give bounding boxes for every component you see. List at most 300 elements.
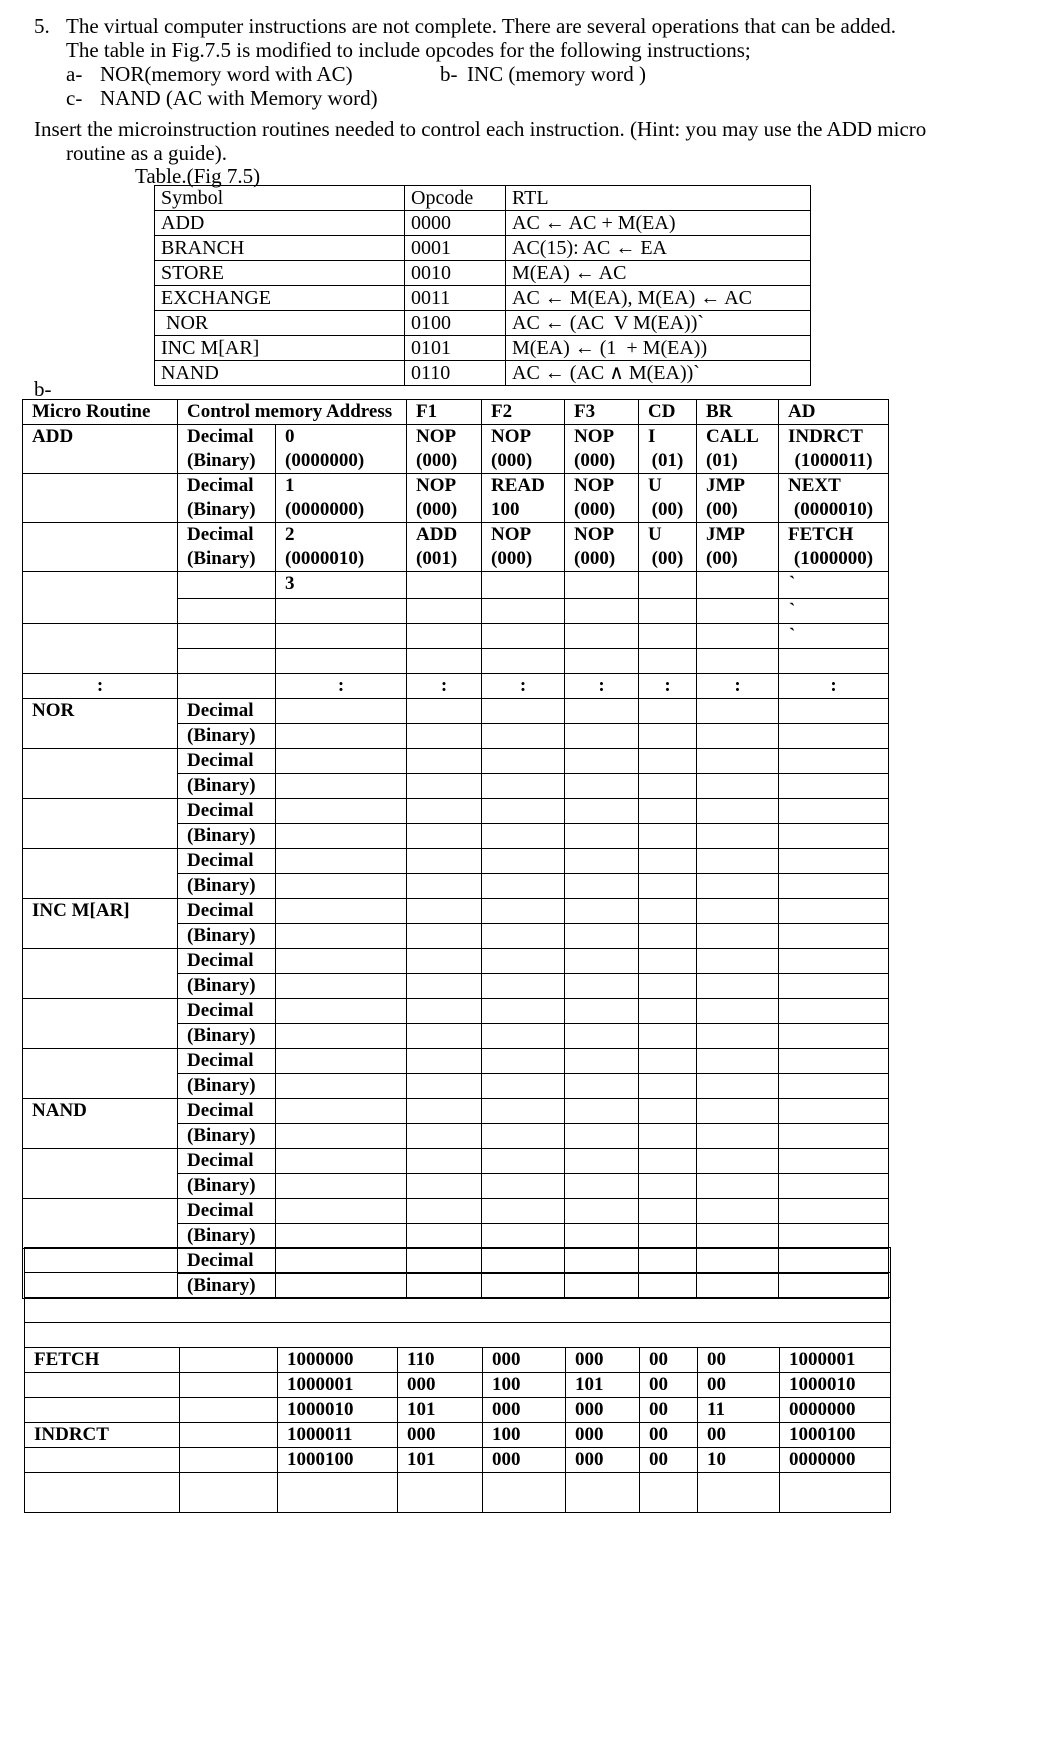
empty-cell — [482, 572, 565, 599]
field-cell: 000 — [566, 1348, 640, 1373]
blank-answer-cell — [482, 1199, 565, 1224]
blank-answer-cell — [407, 874, 482, 899]
blank-answer-cell — [779, 749, 889, 774]
routine-cell — [23, 1049, 178, 1074]
blank-answer-cell — [697, 874, 779, 899]
field-cell: 100 — [483, 1423, 566, 1448]
header-micro-routine: Micro Routine — [23, 400, 178, 425]
opcode-row — [155, 336, 811, 361]
blank-answer-cell — [697, 699, 779, 724]
blank-answer-cell — [407, 1074, 482, 1099]
header-f1: F1 — [407, 400, 482, 425]
f2-code: 100 — [482, 498, 565, 523]
blank-answer-cell — [276, 999, 407, 1024]
br-code: (00) — [697, 498, 779, 523]
blank-answer-cell — [639, 749, 697, 774]
blank-answer-cell — [565, 849, 639, 874]
routine-decimal-row — [23, 999, 889, 1024]
add-decimal-row — [23, 523, 889, 548]
f1-value: NOP — [407, 474, 482, 499]
empty-cell — [407, 649, 482, 674]
binary-address: (0000000) — [276, 449, 407, 474]
blank-answer-cell — [276, 874, 407, 899]
cd-code: (00) — [639, 547, 697, 572]
blank-answer-cell — [639, 1199, 697, 1224]
tick-cell: ` — [779, 572, 889, 599]
blank-row — [25, 1248, 891, 1273]
routine-cell — [23, 624, 178, 649]
field-cell: 00 — [640, 1373, 698, 1398]
routine-cell — [23, 849, 178, 874]
blank-answer-cell — [779, 924, 889, 949]
binary-label: (Binary) — [178, 1124, 276, 1149]
decimal-label: Decimal — [178, 1049, 276, 1074]
routine-cell — [23, 774, 178, 799]
blank-answer-cell — [407, 824, 482, 849]
header-symbol: Symbol — [155, 186, 405, 211]
header-ad: AD — [779, 400, 889, 425]
br-value: JMP — [697, 523, 779, 548]
blank-answer-cell — [482, 999, 565, 1024]
blank-answer-cell — [407, 1149, 482, 1174]
blank-answer-cell — [482, 1149, 565, 1174]
blank-answer-cell — [697, 749, 779, 774]
blank-answer-cell — [407, 774, 482, 799]
field-cell: 110 — [398, 1348, 483, 1373]
add-binary-row — [23, 498, 889, 523]
empty-cell — [697, 599, 779, 624]
address-cell — [276, 624, 407, 649]
routine-binary-row — [23, 824, 889, 849]
decimal-label: Decimal — [178, 699, 276, 724]
address-cell — [276, 599, 407, 624]
blank-answer-cell — [482, 1074, 565, 1099]
f3-value: NOP — [565, 425, 639, 450]
empty-cell — [407, 572, 482, 599]
routine-cell — [23, 1074, 178, 1099]
blank-answer-cell — [779, 849, 889, 874]
header-rtl: RTL — [506, 186, 811, 211]
routine-binary-row — [23, 1174, 889, 1199]
routine-cell: INDRCT — [25, 1423, 180, 1448]
field-cell: 00 — [698, 1373, 780, 1398]
micro-header-row — [23, 400, 889, 425]
routine-add: ADD — [23, 425, 178, 450]
blank-answer-cell — [407, 1224, 482, 1249]
field-cell: 000 — [483, 1448, 566, 1473]
rtl-cell: AC ← AC + M(EA) — [506, 211, 811, 236]
opcode-row — [155, 211, 811, 236]
br-value: JMP — [697, 474, 779, 499]
routine-decimal-row — [23, 1149, 889, 1174]
decimal-label: Decimal — [178, 1099, 276, 1124]
symbol-cell: NOR — [155, 311, 405, 336]
f1-code: (001) — [407, 547, 482, 572]
blank-answer-cell — [697, 1099, 779, 1124]
blank-answer-cell — [276, 724, 407, 749]
empty-cell — [639, 649, 697, 674]
decimal-label: Decimal — [178, 749, 276, 774]
empty-cell — [639, 599, 697, 624]
blank-answer-cell — [565, 699, 639, 724]
rtl-cell: M(EA) ← (1 + M(EA)) — [506, 336, 811, 361]
opcode-table — [154, 185, 811, 386]
blank-answer-cell — [482, 874, 565, 899]
binary-label: (Binary) — [178, 547, 276, 572]
empty-cell — [482, 624, 565, 649]
empty-cell — [698, 1473, 780, 1513]
routine-cell — [23, 724, 178, 749]
blank-answer-cell — [276, 974, 407, 999]
blank-answer-cell — [565, 974, 639, 999]
field-cell: 000 — [398, 1423, 483, 1448]
rtl-cell: AC ← M(EA), M(EA) ← AC — [506, 286, 811, 311]
binary-label: (Binary) — [178, 1224, 276, 1249]
blank-answer-cell — [779, 1174, 889, 1199]
field-cell: 000 — [483, 1398, 566, 1423]
field-cell: 000 — [566, 1448, 640, 1473]
routine-cell — [23, 449, 178, 474]
field-cell: 101 — [398, 1398, 483, 1423]
f3-code: (000) — [565, 547, 639, 572]
blank-answer-cell — [407, 999, 482, 1024]
micro-routine-table — [22, 399, 889, 1299]
opcode-row — [155, 361, 811, 386]
option-b-text: INC (memory word ) — [467, 62, 647, 86]
blank-answer-cell — [482, 924, 565, 949]
binary-label: (Binary) — [178, 449, 276, 474]
blank-answer-cell — [639, 949, 697, 974]
binary-label: (Binary) — [178, 824, 276, 849]
blank-answer-cell — [276, 1074, 407, 1099]
empty-cell — [180, 1473, 278, 1513]
routine-nor: NOR — [23, 699, 178, 724]
blank-answer-cell — [407, 1099, 482, 1124]
blank-answer-cell — [697, 1174, 779, 1199]
blank-answer-cell — [639, 974, 697, 999]
blank-answer-cell — [482, 1174, 565, 1199]
routine-cell — [25, 1398, 180, 1423]
blank-answer-cell — [565, 824, 639, 849]
blank-answer-cell — [276, 699, 407, 724]
blank-answer-cell — [276, 749, 407, 774]
f1-value: ADD — [407, 523, 482, 548]
field-cell: 0000000 — [780, 1448, 891, 1473]
blank-answer-cell — [697, 1199, 779, 1224]
blank-answer-cell — [407, 724, 482, 749]
empty-row — [23, 624, 889, 649]
rtl-cell: AC ← (AC V M(EA))` — [506, 311, 811, 336]
empty-row — [23, 572, 889, 599]
blank-answer-cell — [276, 1174, 407, 1199]
fetch-routine-table — [24, 1247, 891, 1513]
ellipsis-row — [23, 674, 889, 699]
blank-answer-cell — [565, 1224, 639, 1249]
blank-answer-cell — [779, 774, 889, 799]
routine-cell — [23, 749, 178, 774]
blank-answer-cell — [639, 899, 697, 924]
blank-answer-cell — [697, 999, 779, 1024]
blank-answer-cell — [779, 824, 889, 849]
part-b-label: b- — [34, 377, 52, 401]
f2-code: (000) — [482, 547, 565, 572]
instruction-line-1: Insert the microinstruction routines needed to control each instruction. (Hint: you may use the ADD micro — [34, 117, 927, 141]
empty-cell — [639, 572, 697, 599]
empty-cell — [482, 599, 565, 624]
decimal-label: Decimal — [178, 474, 276, 499]
binary-label: (Binary) — [178, 924, 276, 949]
blank-answer-cell — [565, 899, 639, 924]
routine-binary-row — [23, 974, 889, 999]
routine-decimal-row — [23, 1099, 889, 1124]
routine-decimal-row — [23, 1049, 889, 1074]
routine-nand: NAND — [23, 1099, 178, 1124]
opcode-header-row — [155, 186, 811, 211]
address-cell: 3 — [276, 572, 407, 599]
blank-answer-cell — [565, 924, 639, 949]
blank-answer-cell — [482, 774, 565, 799]
cd-value: U — [639, 474, 697, 499]
ad-code: (1000000) — [779, 547, 889, 572]
blank-answer-cell — [276, 774, 407, 799]
blank-answer-cell — [565, 1174, 639, 1199]
colon-cell: : — [697, 674, 779, 699]
blank-answer-cell — [482, 1124, 565, 1149]
blank-answer-cell — [482, 1099, 565, 1124]
blank-answer-cell — [639, 1149, 697, 1174]
routine-cell — [23, 799, 178, 824]
routine-binary-row — [23, 1024, 889, 1049]
blank-answer-cell — [697, 1149, 779, 1174]
blank-wide-cell — [25, 1248, 891, 1273]
decimal-address: 2 — [276, 523, 407, 548]
blank-answer-cell — [482, 824, 565, 849]
f2-value: READ — [482, 474, 565, 499]
blank-answer-cell — [697, 1124, 779, 1149]
blank-answer-cell — [779, 724, 889, 749]
routine-binary-row — [23, 724, 889, 749]
tick-cell: ` — [779, 624, 889, 649]
blank-answer-cell — [779, 949, 889, 974]
empty-cell — [178, 624, 276, 649]
field-cell: 1000100 — [780, 1423, 891, 1448]
option-b-label: b- — [440, 62, 458, 86]
blank-answer-cell — [565, 774, 639, 799]
blank-answer-cell — [565, 1024, 639, 1049]
rtl-cell: M(EA) ← AC — [506, 261, 811, 286]
routine-cell — [23, 572, 178, 599]
empty-row — [23, 649, 889, 674]
colon-cell: : — [565, 674, 639, 699]
blank-answer-cell — [565, 999, 639, 1024]
routine-cell — [23, 949, 178, 974]
blank-answer-cell — [482, 849, 565, 874]
blank-answer-cell — [482, 1224, 565, 1249]
blank-answer-cell — [407, 849, 482, 874]
routine-cell — [23, 924, 178, 949]
address-cell: 1000000 — [278, 1348, 398, 1373]
routine-binary-row — [23, 1224, 889, 1249]
header-control-memory-address: Control memory Address — [178, 400, 276, 425]
empty-cell — [565, 599, 639, 624]
blank-answer-cell — [697, 849, 779, 874]
colon-cell: : — [276, 674, 407, 699]
symbol-cell: EXCHANGE — [155, 286, 405, 311]
blank-answer-cell — [779, 1074, 889, 1099]
fetch-row — [25, 1448, 891, 1473]
routine-decimal-row — [23, 899, 889, 924]
blank-answer-cell — [639, 874, 697, 899]
blank-answer-cell — [482, 899, 565, 924]
field-cell: 000 — [483, 1348, 566, 1373]
field-cell: 000 — [566, 1398, 640, 1423]
fetch-row — [25, 1398, 891, 1423]
f1-code: (000) — [407, 498, 482, 523]
field-cell: 00 — [698, 1423, 780, 1448]
empty-cell — [178, 674, 276, 699]
fetch-row — [25, 1348, 891, 1373]
blank-answer-cell — [407, 1174, 482, 1199]
empty-cell — [565, 572, 639, 599]
empty-cell — [407, 599, 482, 624]
colon-cell: : — [407, 674, 482, 699]
question-line-2: The table in Fig.7.5 is modified to include opcodes for the following instructions; — [66, 38, 751, 62]
blank-answer-cell — [482, 1024, 565, 1049]
blank-answer-cell — [482, 724, 565, 749]
field-cell: 00 — [698, 1348, 780, 1373]
field-cell — [180, 1373, 278, 1398]
field-cell: 000 — [566, 1423, 640, 1448]
add-decimal-row — [23, 425, 889, 450]
routine-cell — [23, 874, 178, 899]
opcode-cell: 0011 — [405, 286, 506, 311]
header-br: BR — [697, 400, 779, 425]
routine-decimal-row — [23, 949, 889, 974]
field-cell: 00 — [640, 1448, 698, 1473]
blank-answer-cell — [276, 824, 407, 849]
blank-answer-cell — [779, 974, 889, 999]
colon-cell: : — [482, 674, 565, 699]
field-cell: 00 — [640, 1398, 698, 1423]
option-a-label: a- — [66, 62, 83, 86]
blank-answer-cell — [639, 849, 697, 874]
symbol-cell: NAND — [155, 361, 405, 386]
opcode-row — [155, 261, 811, 286]
symbol-cell: BRANCH — [155, 236, 405, 261]
blank-answer-cell — [639, 724, 697, 749]
routine-binary-row — [23, 874, 889, 899]
binary-label: (Binary) — [178, 974, 276, 999]
ad-value: FETCH — [779, 523, 889, 548]
routine-cell — [23, 1024, 178, 1049]
binary-label: (Binary) — [178, 1024, 276, 1049]
routine-decimal-row — [23, 849, 889, 874]
empty-cell — [178, 572, 276, 599]
blank-answer-cell — [639, 1174, 697, 1199]
blank-answer-cell — [697, 774, 779, 799]
routine-decimal-row — [23, 799, 889, 824]
blank-answer-cell — [276, 1149, 407, 1174]
routine-binary-row — [23, 924, 889, 949]
routine-inc-m-ar-: INC M[AR] — [23, 899, 178, 924]
blank-answer-cell — [407, 1124, 482, 1149]
f3-value: NOP — [565, 474, 639, 499]
routine-cell — [25, 1373, 180, 1398]
blank-answer-cell — [779, 1149, 889, 1174]
empty-cell — [25, 1473, 180, 1513]
blank-answer-cell — [482, 949, 565, 974]
add-binary-row — [23, 547, 889, 572]
blank-answer-cell — [779, 1124, 889, 1149]
blank-answer-cell — [407, 749, 482, 774]
tick-cell: ` — [779, 599, 889, 624]
blank-row — [25, 1323, 891, 1348]
blank-answer-cell — [639, 799, 697, 824]
binary-label: (Binary) — [178, 1174, 276, 1199]
blank-answer-cell — [639, 774, 697, 799]
routine-cell — [23, 1199, 178, 1224]
decimal-label: Decimal — [178, 1199, 276, 1224]
blank-answer-cell — [639, 999, 697, 1024]
blank-answer-cell — [779, 699, 889, 724]
blank-answer-cell — [697, 824, 779, 849]
binary-label: (Binary) — [178, 774, 276, 799]
routine-cell — [23, 1174, 178, 1199]
blank-answer-cell — [779, 874, 889, 899]
blank-wide-cell — [25, 1273, 891, 1298]
field-cell: 101 — [398, 1448, 483, 1473]
blank-answer-cell — [407, 799, 482, 824]
blank-answer-cell — [276, 924, 407, 949]
empty-cell — [407, 624, 482, 649]
cd-code: (00) — [639, 498, 697, 523]
ad-code: (1000011) — [779, 449, 889, 474]
blank-answer-cell — [276, 899, 407, 924]
routine-cell — [23, 547, 178, 572]
blank-answer-cell — [565, 874, 639, 899]
blank-answer-cell — [779, 1099, 889, 1124]
empty-cell — [640, 1473, 698, 1513]
routine-binary-row — [23, 774, 889, 799]
field-cell — [180, 1423, 278, 1448]
decimal-label: Decimal — [178, 1249, 276, 1274]
routine-cell — [23, 599, 178, 624]
cd-value: I — [639, 425, 697, 450]
header-cd: CD — [639, 400, 697, 425]
empty-cell — [566, 1473, 640, 1513]
blank-answer-cell — [779, 1049, 889, 1074]
option-c-label: c- — [66, 86, 83, 110]
decimal-label: Decimal — [178, 849, 276, 874]
instruction-line-2: routine as a guide). — [66, 141, 227, 165]
add-binary-row — [23, 449, 889, 474]
opcode-cell: 0001 — [405, 236, 506, 261]
fetch-row — [25, 1373, 891, 1398]
empty-cell — [565, 624, 639, 649]
blank-answer-cell — [276, 1224, 407, 1249]
blank-answer-cell — [565, 749, 639, 774]
blank-answer-cell — [407, 974, 482, 999]
question-line-1: The virtual computer instructions are not complete. There are several operations that can be added. — [66, 14, 896, 38]
blank-answer-cell — [697, 924, 779, 949]
decimal-label: Decimal — [178, 425, 276, 450]
empty-cell — [565, 649, 639, 674]
binary-label: (Binary) — [178, 498, 276, 523]
routine-cell: FETCH — [25, 1348, 180, 1373]
routine-cell — [23, 974, 178, 999]
ad-value: INDRCT — [779, 425, 889, 450]
opcode-cell: 0101 — [405, 336, 506, 361]
